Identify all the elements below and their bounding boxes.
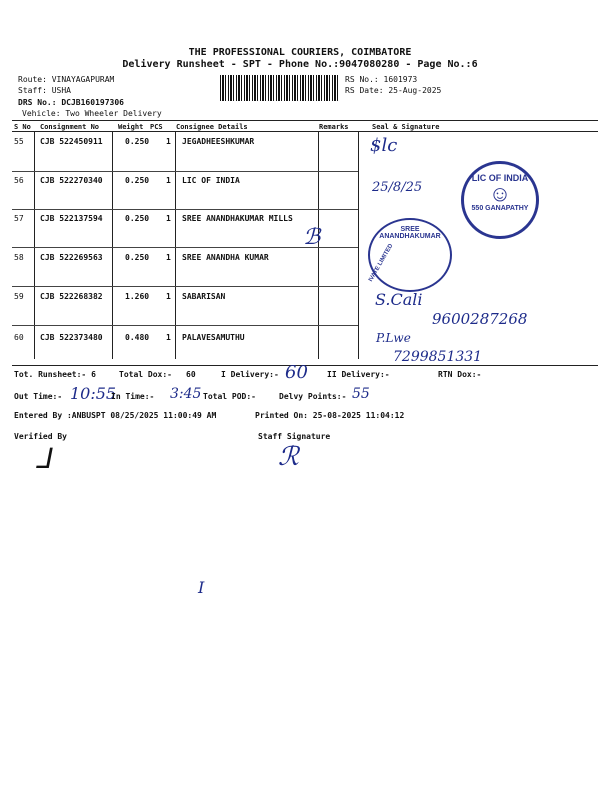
out-time-label: Out Time:- <box>14 392 63 401</box>
row-weight: 1.260 <box>125 292 150 301</box>
phone-2: 7299851331 <box>393 349 483 365</box>
row-sno: 57 <box>14 214 24 223</box>
signature-row-55: $lc <box>370 135 398 156</box>
runsheet-subtitle: Delivery Runsheet - SPT - Phone No.:9047080280 - Page No.:6 <box>122 59 478 70</box>
name-row-60: P.Lwe <box>376 331 411 345</box>
entered-by: Entered By :ANBUSPT 08/25/2025 11:00:49 AM <box>14 411 217 420</box>
row-consignee: SREE ANANDHA KUMAR <box>182 253 269 262</box>
lic-stamp <box>461 161 539 239</box>
row-sno: 55 <box>14 137 24 146</box>
ii-delivery-label: II Delivery:- <box>327 370 390 379</box>
staff-signature-mark: ℛ <box>278 442 299 472</box>
col-consignment: Consignment No <box>40 123 100 131</box>
route: Route: VINAYAGAPURAM <box>18 75 115 84</box>
row-consignee: SREE ANANDHAKUMAR MILLS <box>182 214 293 223</box>
printed-on: Printed On: 25-08-2025 11:04:12 <box>255 411 405 420</box>
verifier-signature: ⅃ <box>36 442 52 475</box>
table-top-rule <box>12 120 598 121</box>
row-consignment: CJB 522269563 <box>40 253 103 262</box>
col-sno: S No <box>14 123 31 131</box>
delvy-points-value: 55 <box>352 386 370 402</box>
page-mark: I <box>198 578 205 597</box>
row-consignee: JEGADHEESHKUMAR <box>182 137 255 146</box>
verified-by-label: Verified By <box>14 432 67 441</box>
row-sno: 59 <box>14 292 24 301</box>
staff: Staff: USHA <box>18 86 71 95</box>
total-dox-value: 60 <box>186 370 196 379</box>
row-divider <box>12 171 358 172</box>
phone-1: 9600287268 <box>432 310 528 328</box>
col-weight: Weight <box>118 123 144 131</box>
in-time-label: In Time:- <box>111 392 155 401</box>
col-pcs: PCS <box>150 123 163 131</box>
lic-stamp-top: LIC OF INDIA <box>471 173 529 183</box>
mill-stamp <box>368 218 452 292</box>
total-dox-label: Total Dox:- <box>119 370 172 379</box>
row-sno: 60 <box>14 333 24 342</box>
col-consignee: Consignee Details <box>176 123 248 131</box>
row-consignment: CJB 522137594 <box>40 214 103 223</box>
vehicle: Vehicle: Two Wheeler Delivery <box>22 109 162 118</box>
row-weight: 0.250 <box>125 253 150 262</box>
grid-line <box>358 131 359 359</box>
row-consignee: PALAVESAMUTHU <box>182 333 245 342</box>
tot-runsheet: Tot. Runsheet:- 6 <box>14 370 96 379</box>
row-divider <box>12 209 358 210</box>
table-header-rule <box>12 131 598 132</box>
row-pcs: 1 <box>166 253 171 262</box>
row-pcs: 1 <box>166 214 171 223</box>
rs-date: RS Date: 25-Aug-2025 <box>345 86 442 95</box>
lic-stamp-bottom: 550 GANAPATHY <box>471 205 529 212</box>
row-weight: 0.480 <box>125 333 150 342</box>
row-pcs: 1 <box>166 176 171 185</box>
out-time-value: 10:55 <box>70 384 117 403</box>
company-title: THE PROFESSIONAL COURIERS, COIMBATORE <box>188 47 412 58</box>
row-weight: 0.250 <box>125 214 150 223</box>
row-sno: 56 <box>14 176 24 185</box>
rs-number: RS No.: 1601973 <box>345 75 418 84</box>
col-remarks: Remarks <box>319 123 349 131</box>
i-delivery-value: 60 <box>285 362 308 383</box>
row-consignee: LIC OF INDIA <box>182 176 240 185</box>
row-sno: 58 <box>14 253 24 262</box>
row-divider <box>12 286 358 287</box>
row-pcs: 1 <box>166 292 171 301</box>
total-pod-label: Total POD:- <box>203 392 256 401</box>
rtn-dox-label: RTN Dox:- <box>438 370 482 379</box>
in-time-value: 3:45 <box>170 386 202 402</box>
row-divider <box>12 325 358 326</box>
row-consignment: CJB 522373480 <box>40 333 103 342</box>
signature-row-57: ℬ <box>303 225 321 250</box>
mill-stamp-side: IVATE LIMITED <box>368 243 395 283</box>
row-pcs: 1 <box>166 333 171 342</box>
delvy-points-label: Delvy Points:- <box>279 392 347 401</box>
mill-stamp-top: SREE ANANDHAKUMAR <box>379 226 441 240</box>
col-seal: Seal & Signature <box>372 123 440 131</box>
row-consignee: SABARISAN <box>182 292 226 301</box>
row-weight: 0.250 <box>125 176 150 185</box>
i-delivery-label: I Delivery:- <box>221 370 279 379</box>
staff-signature-label: Staff Signature <box>258 432 331 441</box>
row-weight: 0.250 <box>125 137 150 146</box>
drs-number: DRS No.: DCJB160197306 <box>18 98 124 107</box>
row-consignment: CJB 522270340 <box>40 176 103 185</box>
row-consignment: CJB 522268382 <box>40 292 103 301</box>
lic-emblem-icon: ☺ <box>488 181 512 206</box>
name-row-59: S.Cali <box>375 290 423 309</box>
barcode <box>220 75 338 101</box>
row-pcs: 1 <box>166 137 171 146</box>
row-consignment: CJB 522450911 <box>40 137 103 146</box>
row-56-date: 25/8/25 <box>372 180 423 195</box>
